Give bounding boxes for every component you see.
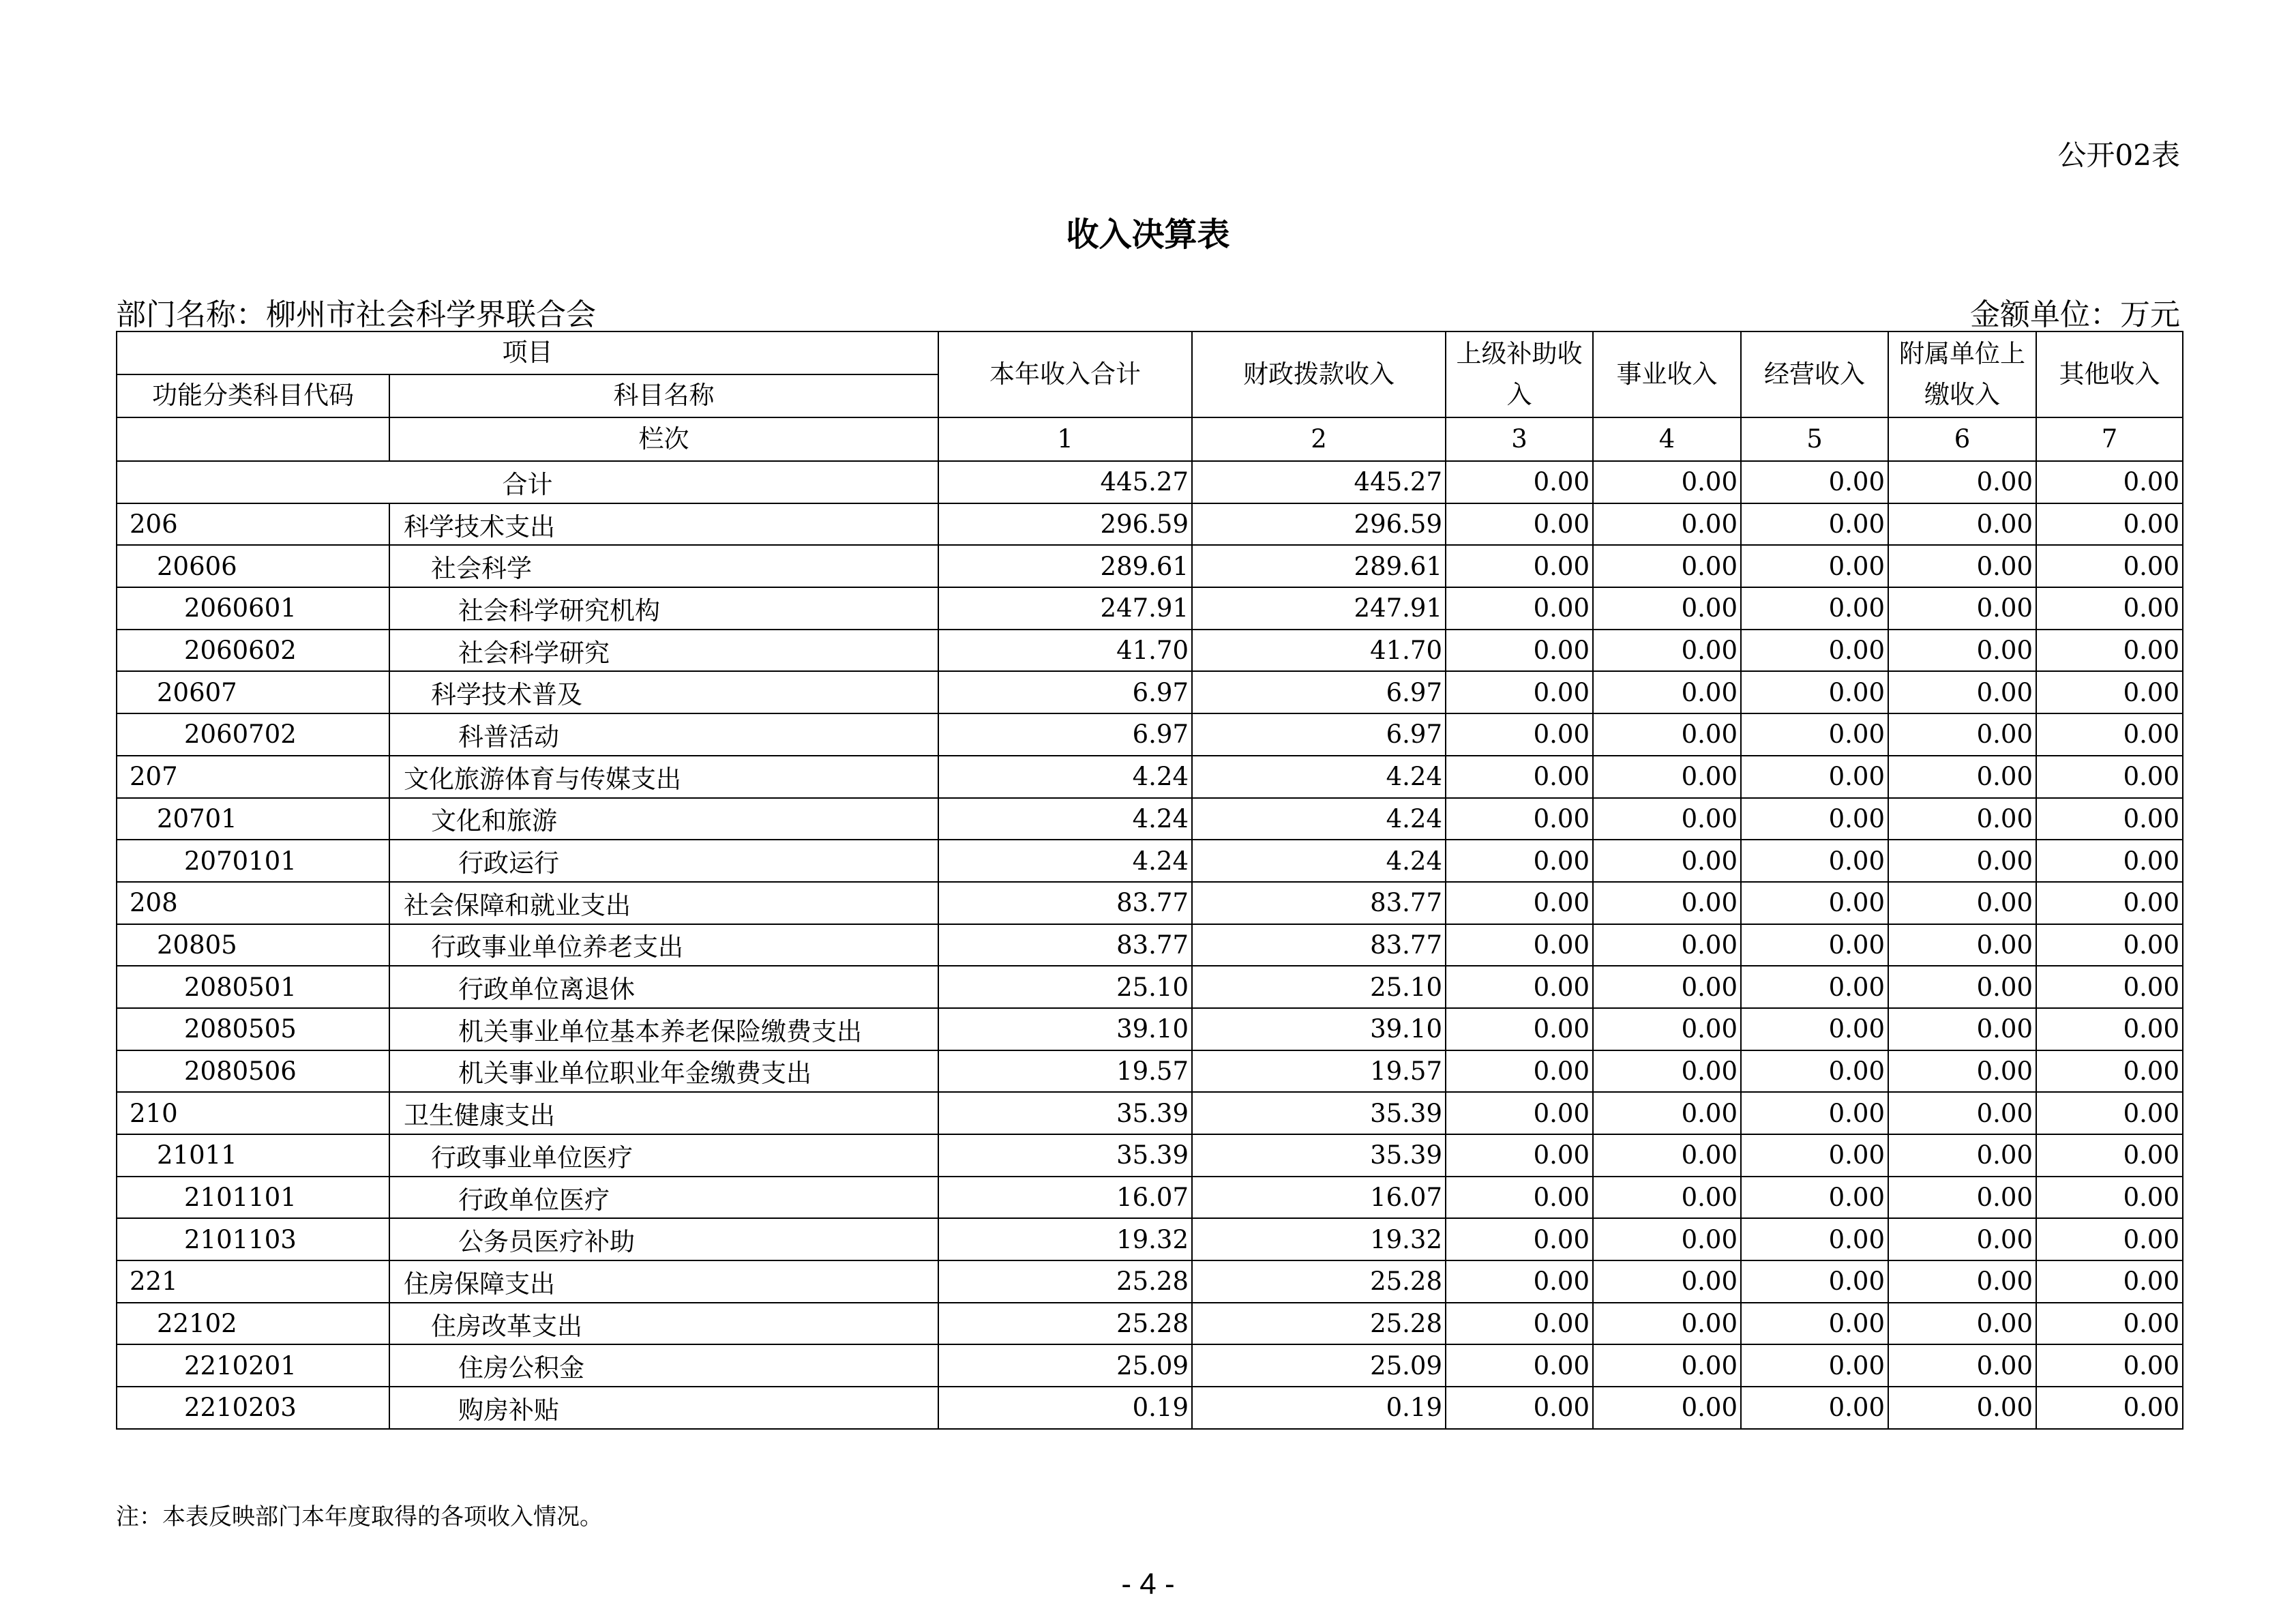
amount-cell: 0.00 bbox=[1446, 671, 1593, 713]
amount-cell: 0.00 bbox=[1446, 630, 1593, 672]
amount-cell: 0.00 bbox=[1741, 1050, 1888, 1093]
subject-code: 2070101 bbox=[117, 840, 389, 882]
table-row bbox=[117, 713, 2183, 756]
header-col-7: 其他收入 bbox=[2036, 331, 2183, 417]
total-value: 445.27 bbox=[1192, 461, 1446, 503]
amount-cell: 16.07 bbox=[938, 1177, 1192, 1219]
subject-code: 2060602 bbox=[117, 630, 389, 672]
amount-cell: 0.00 bbox=[1593, 545, 1741, 587]
subject-name: 住房改革支出 bbox=[389, 1303, 938, 1345]
column-number-1: 1 bbox=[938, 417, 1192, 461]
total-value: 0.00 bbox=[1446, 461, 1593, 503]
subject-name: 社会科学 bbox=[389, 545, 938, 587]
amount-cell: 0.00 bbox=[1741, 966, 1888, 1008]
amount-cell: 0.00 bbox=[1741, 798, 1888, 840]
amount-cell: 0.00 bbox=[1446, 1134, 1593, 1177]
amount-cell: 0.00 bbox=[2036, 966, 2183, 1008]
total-row bbox=[117, 461, 2183, 503]
subject-name: 行政事业单位养老支出 bbox=[389, 924, 938, 966]
amount-cell: 39.10 bbox=[1192, 1008, 1446, 1050]
amount-cell: 0.00 bbox=[2036, 1008, 2183, 1050]
amount-cell: 0.00 bbox=[1446, 1303, 1593, 1345]
amount-cell: 19.57 bbox=[938, 1050, 1192, 1093]
amount-cell: 6.97 bbox=[1192, 671, 1446, 713]
amount-cell: 0.00 bbox=[1741, 882, 1888, 924]
subject-name: 住房公积金 bbox=[389, 1344, 938, 1387]
total-label: 合计 bbox=[117, 461, 938, 503]
amount-cell: 0.00 bbox=[1446, 1092, 1593, 1134]
table-row bbox=[117, 587, 2183, 630]
table-row bbox=[117, 798, 2183, 840]
amount-cell: 0.00 bbox=[1888, 1092, 2036, 1134]
amount-cell: 0.00 bbox=[1593, 587, 1741, 630]
amount-cell: 0.00 bbox=[1888, 671, 2036, 713]
amount-cell: 0.00 bbox=[1888, 798, 2036, 840]
table-row bbox=[117, 924, 2183, 966]
amount-cell: 0.00 bbox=[2036, 1134, 2183, 1177]
amount-cell: 0.00 bbox=[1593, 1344, 1741, 1387]
amount-unit: 金额单位：万元 bbox=[1970, 297, 2180, 332]
amount-cell: 0.00 bbox=[1446, 545, 1593, 587]
header-code: 功能分类科目代码 bbox=[117, 374, 389, 417]
amount-cell: 0.00 bbox=[1446, 1387, 1593, 1429]
column-number-2: 2 bbox=[1192, 417, 1446, 461]
amount-cell: 4.24 bbox=[938, 840, 1192, 882]
amount-cell: 247.91 bbox=[1192, 587, 1446, 630]
table-row bbox=[117, 1303, 2183, 1345]
subject-code: 20607 bbox=[117, 671, 389, 713]
subject-code: 206 bbox=[117, 503, 389, 546]
amount-cell: 0.00 bbox=[2036, 882, 2183, 924]
amount-cell: 4.24 bbox=[938, 798, 1192, 840]
amount-cell: 39.10 bbox=[938, 1008, 1192, 1050]
table-row bbox=[117, 671, 2183, 713]
table-row bbox=[117, 503, 2183, 546]
amount-cell: 0.00 bbox=[1446, 1177, 1593, 1219]
amount-cell: 83.77 bbox=[1192, 882, 1446, 924]
amount-cell: 0.00 bbox=[2036, 840, 2183, 882]
subject-name: 科普活动 bbox=[389, 713, 938, 756]
amount-cell: 0.00 bbox=[2036, 1092, 2183, 1134]
subject-name: 卫生健康支出 bbox=[389, 1092, 938, 1134]
subject-name: 机关事业单位基本养老保险缴费支出 bbox=[389, 1008, 938, 1050]
amount-cell: 0.19 bbox=[938, 1387, 1192, 1429]
amount-cell: 19.32 bbox=[938, 1218, 1192, 1260]
header-col-3: 上级补助收入 bbox=[1446, 331, 1593, 417]
table-row bbox=[117, 1218, 2183, 1260]
amount-cell: 6.97 bbox=[938, 713, 1192, 756]
subject-name: 公务员医疗补助 bbox=[389, 1218, 938, 1260]
amount-cell: 0.00 bbox=[1741, 1008, 1888, 1050]
amount-cell: 0.00 bbox=[2036, 671, 2183, 713]
amount-cell: 0.00 bbox=[1888, 1218, 2036, 1260]
amount-cell: 0.00 bbox=[1888, 630, 2036, 672]
amount-cell: 0.00 bbox=[1888, 1134, 2036, 1177]
subject-name: 机关事业单位职业年金缴费支出 bbox=[389, 1050, 938, 1093]
subject-name: 行政运行 bbox=[389, 840, 938, 882]
subject-code: 2080505 bbox=[117, 1008, 389, 1050]
subject-code: 20805 bbox=[117, 924, 389, 966]
amount-cell: 0.00 bbox=[1741, 1260, 1888, 1303]
amount-cell: 0.00 bbox=[1446, 1050, 1593, 1093]
subject-code: 2101101 bbox=[117, 1177, 389, 1219]
amount-cell: 35.39 bbox=[938, 1134, 1192, 1177]
amount-cell: 0.00 bbox=[2036, 798, 2183, 840]
amount-cell: 0.00 bbox=[1741, 756, 1888, 798]
subject-code: 22102 bbox=[117, 1303, 389, 1345]
header-col-6: 附属单位上缴收入 bbox=[1888, 331, 2036, 417]
amount-cell: 0.00 bbox=[1741, 1303, 1888, 1345]
subject-code: 2210201 bbox=[117, 1344, 389, 1387]
table-row bbox=[117, 545, 2183, 587]
amount-cell: 0.00 bbox=[1741, 1218, 1888, 1260]
amount-cell: 83.77 bbox=[938, 924, 1192, 966]
subject-code: 207 bbox=[117, 756, 389, 798]
amount-cell: 0.00 bbox=[1593, 1303, 1741, 1345]
amount-cell: 0.00 bbox=[1741, 713, 1888, 756]
table-row bbox=[117, 1134, 2183, 1177]
amount-cell: 4.24 bbox=[1192, 756, 1446, 798]
amount-cell: 0.00 bbox=[1446, 503, 1593, 546]
amount-cell: 4.24 bbox=[938, 756, 1192, 798]
amount-cell: 41.70 bbox=[1192, 630, 1446, 672]
amount-cell: 25.09 bbox=[938, 1344, 1192, 1387]
amount-cell: 0.00 bbox=[1593, 1218, 1741, 1260]
total-value: 0.00 bbox=[2036, 461, 2183, 503]
amount-cell: 19.57 bbox=[1192, 1050, 1446, 1093]
subject-name: 科学技术支出 bbox=[389, 503, 938, 546]
amount-cell: 0.00 bbox=[1593, 1260, 1741, 1303]
table-row bbox=[117, 966, 2183, 1008]
header-col-1: 本年收入合计 bbox=[938, 331, 1192, 417]
amount-cell: 0.00 bbox=[1888, 1303, 2036, 1345]
column-number-6: 6 bbox=[1888, 417, 2036, 461]
subject-name: 行政单位离退休 bbox=[389, 966, 938, 1008]
amount-cell: 0.00 bbox=[1593, 1387, 1741, 1429]
amount-cell: 0.00 bbox=[1888, 1050, 2036, 1093]
subject-code: 20701 bbox=[117, 798, 389, 840]
form-number: 公开02表 bbox=[2057, 138, 2180, 172]
amount-cell: 0.00 bbox=[1741, 1134, 1888, 1177]
amount-cell: 0.00 bbox=[1446, 840, 1593, 882]
subject-name: 社会保障和就业支出 bbox=[389, 882, 938, 924]
amount-cell: 0.00 bbox=[1446, 1218, 1593, 1260]
amount-cell: 0.00 bbox=[1446, 924, 1593, 966]
subject-name: 购房补贴 bbox=[389, 1387, 938, 1429]
amount-cell: 0.00 bbox=[1888, 840, 2036, 882]
amount-cell: 0.00 bbox=[1593, 840, 1741, 882]
amount-cell: 6.97 bbox=[1192, 713, 1446, 756]
amount-cell: 0.00 bbox=[1741, 1344, 1888, 1387]
subject-code: 2060702 bbox=[117, 713, 389, 756]
amount-cell: 25.28 bbox=[938, 1303, 1192, 1345]
header-name: 科目名称 bbox=[389, 374, 938, 417]
table-row bbox=[117, 1050, 2183, 1093]
amount-cell: 0.00 bbox=[1741, 1177, 1888, 1219]
subject-code: 2101103 bbox=[117, 1218, 389, 1260]
amount-cell: 0.00 bbox=[1741, 587, 1888, 630]
header-item: 项目 bbox=[117, 331, 938, 374]
header-blank bbox=[117, 417, 389, 461]
amount-cell: 0.00 bbox=[1446, 1344, 1593, 1387]
table-row bbox=[117, 630, 2183, 672]
amount-cell: 0.00 bbox=[1593, 1008, 1741, 1050]
amount-cell: 35.39 bbox=[938, 1092, 1192, 1134]
amount-cell: 0.00 bbox=[2036, 630, 2183, 672]
subject-name: 行政事业单位医疗 bbox=[389, 1134, 938, 1177]
amount-cell: 25.28 bbox=[1192, 1260, 1446, 1303]
amount-cell: 0.00 bbox=[1741, 840, 1888, 882]
amount-cell: 0.00 bbox=[2036, 1177, 2183, 1219]
subject-code: 221 bbox=[117, 1260, 389, 1303]
amount-cell: 0.00 bbox=[1741, 924, 1888, 966]
amount-cell: 0.00 bbox=[1888, 756, 2036, 798]
amount-cell: 25.09 bbox=[1192, 1344, 1446, 1387]
amount-cell: 0.00 bbox=[1446, 1260, 1593, 1303]
subject-code: 210 bbox=[117, 1092, 389, 1134]
amount-cell: 0.00 bbox=[1593, 1134, 1741, 1177]
amount-cell: 0.00 bbox=[1888, 882, 2036, 924]
amount-cell: 0.00 bbox=[1741, 671, 1888, 713]
table-row bbox=[117, 882, 2183, 924]
amount-cell: 0.00 bbox=[1446, 966, 1593, 1008]
amount-cell: 0.00 bbox=[1888, 1008, 2036, 1050]
subject-code: 21011 bbox=[117, 1134, 389, 1177]
amount-cell: 0.00 bbox=[1593, 798, 1741, 840]
subject-code: 2210203 bbox=[117, 1387, 389, 1429]
total-value: 0.00 bbox=[1593, 461, 1741, 503]
amount-cell: 0.00 bbox=[1446, 756, 1593, 798]
amount-cell: 0.00 bbox=[2036, 503, 2183, 546]
amount-cell: 0.00 bbox=[2036, 713, 2183, 756]
amount-cell: 35.39 bbox=[1192, 1092, 1446, 1134]
subject-name: 文化和旅游 bbox=[389, 798, 938, 840]
subject-code: 20606 bbox=[117, 545, 389, 587]
amount-cell: 25.10 bbox=[938, 966, 1192, 1008]
table-row bbox=[117, 1260, 2183, 1303]
amount-cell: 0.00 bbox=[2036, 1303, 2183, 1345]
amount-cell: 19.32 bbox=[1192, 1218, 1446, 1260]
amount-cell: 0.00 bbox=[1741, 545, 1888, 587]
table-row bbox=[117, 840, 2183, 882]
amount-cell: 83.77 bbox=[938, 882, 1192, 924]
subject-name: 文化旅游体育与传媒支出 bbox=[389, 756, 938, 798]
subject-name: 社会科学研究机构 bbox=[389, 587, 938, 630]
amount-cell: 83.77 bbox=[1192, 924, 1446, 966]
subject-name: 行政单位医疗 bbox=[389, 1177, 938, 1219]
amount-cell: 289.61 bbox=[938, 545, 1192, 587]
table-row bbox=[117, 756, 2183, 798]
amount-cell: 0.00 bbox=[1446, 713, 1593, 756]
amount-cell: 0.00 bbox=[1593, 1092, 1741, 1134]
table-row bbox=[117, 1092, 2183, 1134]
amount-cell: 0.00 bbox=[1888, 966, 2036, 1008]
page-title: 收入决算表 bbox=[1066, 216, 1230, 254]
amount-cell: 0.00 bbox=[2036, 1387, 2183, 1429]
amount-cell: 0.00 bbox=[1888, 503, 2036, 546]
amount-cell: 0.00 bbox=[2036, 1050, 2183, 1093]
amount-cell: 0.00 bbox=[1888, 924, 2036, 966]
amount-cell: 289.61 bbox=[1192, 545, 1446, 587]
subject-code: 2080501 bbox=[117, 966, 389, 1008]
amount-cell: 0.00 bbox=[2036, 545, 2183, 587]
amount-cell: 0.00 bbox=[1593, 966, 1741, 1008]
amount-cell: 25.10 bbox=[1192, 966, 1446, 1008]
amount-cell: 0.00 bbox=[1593, 630, 1741, 672]
amount-cell: 0.00 bbox=[1741, 503, 1888, 546]
column-number-4: 4 bbox=[1593, 417, 1741, 461]
amount-cell: 0.00 bbox=[1888, 1177, 2036, 1219]
amount-cell: 0.00 bbox=[1446, 587, 1593, 630]
column-number-7: 7 bbox=[2036, 417, 2183, 461]
amount-cell: 0.00 bbox=[1888, 587, 2036, 630]
amount-cell: 0.00 bbox=[1593, 756, 1741, 798]
amount-cell: 296.59 bbox=[1192, 503, 1446, 546]
table-row bbox=[117, 1177, 2183, 1219]
amount-cell: 0.00 bbox=[1593, 671, 1741, 713]
amount-cell: 35.39 bbox=[1192, 1134, 1446, 1177]
amount-cell: 0.00 bbox=[2036, 1260, 2183, 1303]
subject-name: 住房保障支出 bbox=[389, 1260, 938, 1303]
header-column-index-label: 栏次 bbox=[389, 417, 938, 461]
amount-cell: 0.00 bbox=[1741, 1387, 1888, 1429]
subject-name: 社会科学研究 bbox=[389, 630, 938, 672]
table-body bbox=[117, 461, 2183, 1429]
amount-cell: 0.00 bbox=[2036, 756, 2183, 798]
subject-name: 科学技术普及 bbox=[389, 671, 938, 713]
amount-cell: 0.00 bbox=[1593, 1050, 1741, 1093]
header-col-2: 财政拨款收入 bbox=[1192, 331, 1446, 417]
amount-cell: 0.00 bbox=[1593, 503, 1741, 546]
table-row bbox=[117, 1008, 2183, 1050]
amount-cell: 0.00 bbox=[1741, 630, 1888, 672]
amount-cell: 0.00 bbox=[1741, 1092, 1888, 1134]
amount-cell: 0.00 bbox=[1888, 1387, 2036, 1429]
amount-cell: 0.00 bbox=[1446, 1008, 1593, 1050]
amount-cell: 0.00 bbox=[2036, 924, 2183, 966]
table-row bbox=[117, 1387, 2183, 1429]
subject-code: 2060601 bbox=[117, 587, 389, 630]
amount-cell: 0.00 bbox=[1593, 924, 1741, 966]
department-name: 部门名称：柳州市社会科学界联合会 bbox=[116, 297, 596, 332]
amount-cell: 0.00 bbox=[2036, 1344, 2183, 1387]
amount-cell: 0.00 bbox=[1446, 798, 1593, 840]
footnote: 注：本表反映部门本年度取得的各项收入情况。 bbox=[116, 1503, 603, 1531]
column-number-3: 3 bbox=[1446, 417, 1593, 461]
amount-cell: 4.24 bbox=[1192, 798, 1446, 840]
amount-cell: 6.97 bbox=[938, 671, 1192, 713]
subject-code: 208 bbox=[117, 882, 389, 924]
income-table bbox=[116, 331, 2183, 1430]
amount-cell: 41.70 bbox=[938, 630, 1192, 672]
total-value: 0.00 bbox=[1888, 461, 2036, 503]
amount-cell: 0.00 bbox=[1888, 1260, 2036, 1303]
amount-cell: 0.00 bbox=[1593, 882, 1741, 924]
page-number: - 4 - bbox=[1121, 1567, 1175, 1601]
amount-cell: 0.00 bbox=[1888, 545, 2036, 587]
header-col-5: 经营收入 bbox=[1741, 331, 1888, 417]
total-value: 0.00 bbox=[1741, 461, 1888, 503]
amount-cell: 0.00 bbox=[1888, 1344, 2036, 1387]
total-value: 445.27 bbox=[938, 461, 1192, 503]
amount-cell: 0.00 bbox=[2036, 1218, 2183, 1260]
amount-cell: 296.59 bbox=[938, 503, 1192, 546]
subject-code: 2080506 bbox=[117, 1050, 389, 1093]
column-number-5: 5 bbox=[1741, 417, 1888, 461]
amount-cell: 4.24 bbox=[1192, 840, 1446, 882]
amount-cell: 0.00 bbox=[1593, 1177, 1741, 1219]
table-row bbox=[117, 1344, 2183, 1387]
amount-cell: 25.28 bbox=[938, 1260, 1192, 1303]
amount-cell: 0.00 bbox=[1888, 713, 2036, 756]
amount-cell: 0.00 bbox=[2036, 587, 2183, 630]
amount-cell: 16.07 bbox=[1192, 1177, 1446, 1219]
amount-cell: 0.00 bbox=[1593, 713, 1741, 756]
amount-cell: 0.00 bbox=[1446, 882, 1593, 924]
amount-cell: 247.91 bbox=[938, 587, 1192, 630]
header-col-4: 事业收入 bbox=[1593, 331, 1741, 417]
amount-cell: 25.28 bbox=[1192, 1303, 1446, 1345]
amount-cell: 0.19 bbox=[1192, 1387, 1446, 1429]
